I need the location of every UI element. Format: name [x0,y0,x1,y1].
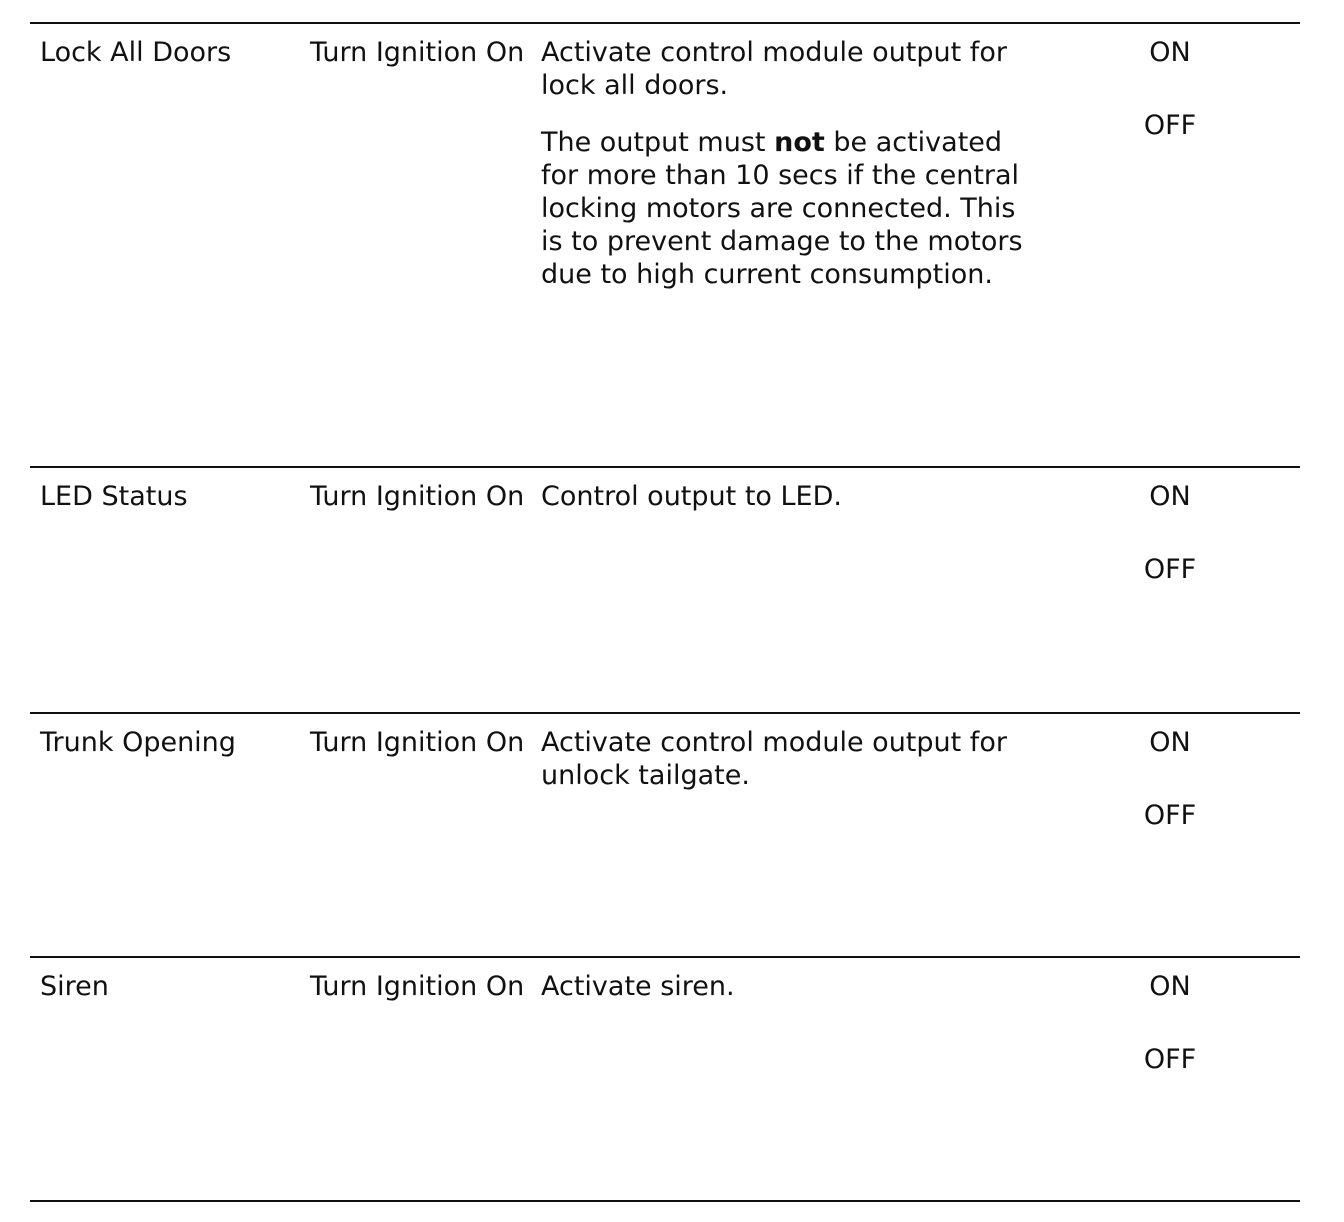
row-description [541,970,1041,1003]
row-description [541,726,1041,792]
row-condition: Turn Ignition On [310,37,525,68]
row-description [541,36,1041,291]
table-row [30,956,1300,1202]
warning-text-post: be activated for more than 10 secs if the central locking motors are connected. This is to prevent damage to the motors due to high current consumption. [541,127,1023,290]
row-states [1130,726,1210,832]
table-row [30,712,1300,956]
description-paragraph: Activate siren. [541,971,735,1002]
row-name: Siren [40,971,109,1002]
state-off: OFF [1143,800,1197,831]
row-condition: Turn Ignition On [310,727,525,758]
state-off: OFF [1143,110,1197,141]
row-condition: Turn Ignition On [310,481,525,512]
table-row [30,22,1300,466]
warning-text-pre: The output must [541,127,775,158]
row-description [541,480,1041,513]
row-states [1130,36,1210,142]
actuator-test-table [30,22,1300,1202]
state-off: OFF [1143,1044,1197,1075]
warning-text-bold: not [774,127,825,158]
row-condition: Turn Ignition On [310,971,525,1002]
description-warning [541,126,1041,291]
row-name: Lock All Doors [40,37,232,68]
description-paragraph: Activate control module output for lock all doors. [541,37,1007,101]
row-name: Trunk Opening [40,727,236,758]
row-states [1130,970,1210,1076]
state-on: ON [1149,481,1191,512]
state-on: ON [1149,727,1191,758]
state-on: ON [1149,971,1191,1002]
description-paragraph: Activate control module output for unlock tailgate. [541,727,1007,791]
row-name: LED Status [40,481,188,512]
row-states [1130,480,1210,586]
state-on: ON [1149,37,1191,68]
state-off: OFF [1143,554,1197,585]
table-row [30,466,1300,712]
description-paragraph: Control output to LED. [541,481,842,512]
